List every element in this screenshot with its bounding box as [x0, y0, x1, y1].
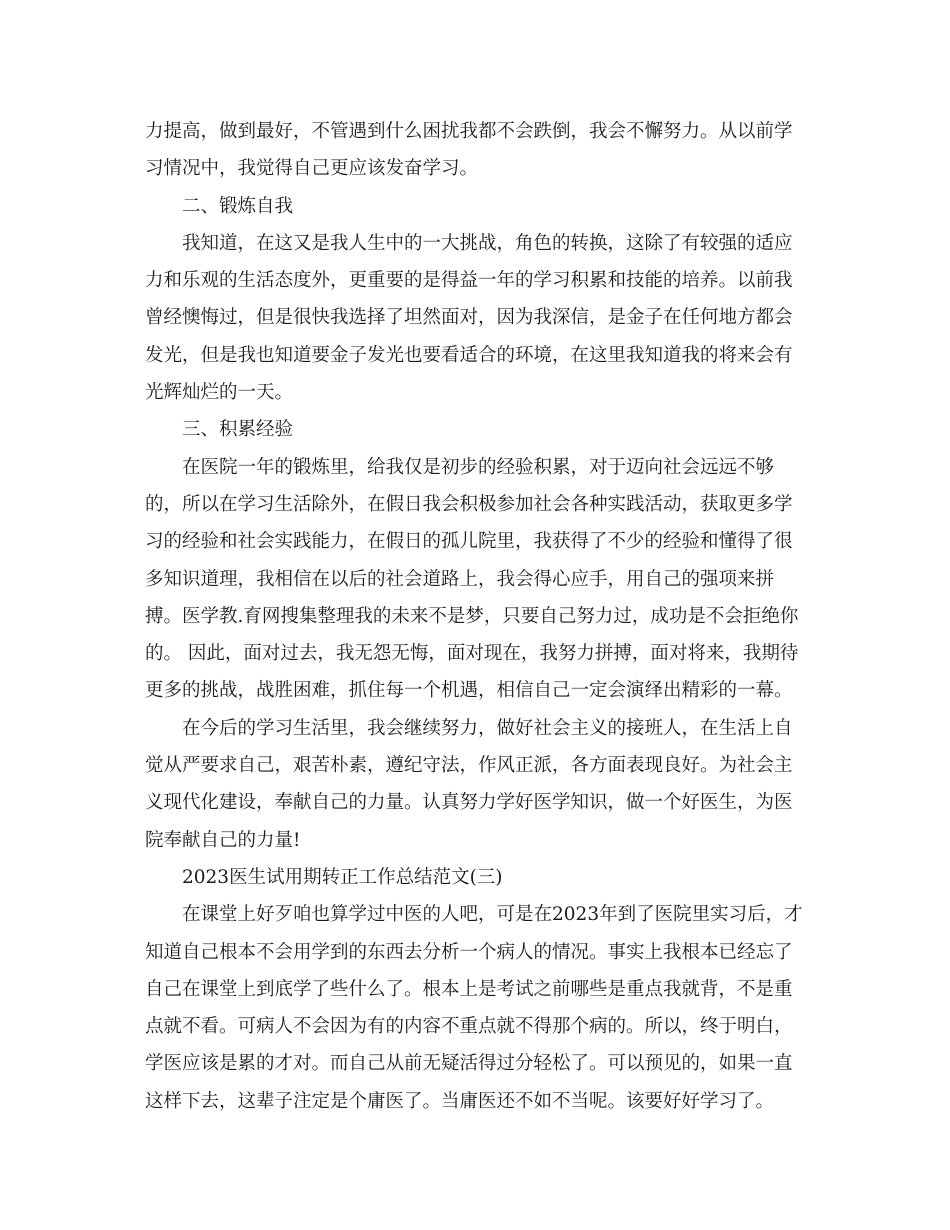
section-heading-experience: 三、积累经验	[182, 419, 294, 441]
paragraph-continuation: 力提高，做到最好，不管遇到什么困扰我都不会跌倒，我会不懈努力。从以前学习情况中，我觉得自己更应该发奋学习。	[145, 121, 793, 180]
paragraph-experience: 在医院一年的锻炼里，给我仅是初步的经验积累，对于迈向社会远远不够的，所以在学习生活除外，在假日我会积极参加社会各种实践活动，获取更多学习的经验和社会实践能力，在假日的孤儿院里，我获得了不少的经验和懂得了很多知识道理，我相信在以后的社会道路上，我会得心应手，用自己的强项来拼搏。医学教.育网搜集整理我的未来不是梦，只要自己努力过，成功是不会拒绝你的。 因此，面对过去，我无怨无悔，面对现在，我努力拼搏，面对将来，我期待更多的挑战，战胜困难，抓住每一个机遇，相信自己一定会演绎出精彩的一幕。	[145, 456, 799, 702]
paragraph-classroom: 在课堂上好歹咱也算学过中医的人吧，可是在2023年到了医院里实习后，才知道自己根本不会用学到的东西去分析一个病人的情况。事实上我根本已经忘了自己在课堂上到底学了些什么了。根本上是考试之前哪些是重点我就背，不是重点就不看。可病人不会因为有的内容不重点就不得那个病的。所以，终于明白，学医应该是累的才对。而自己从前无疑活得过分轻松了。可以预见的，如果一直这样下去，这辈子注定是个庸医了。当庸医还不如不当呢。该要好好学习了。	[145, 904, 803, 1112]
paragraph-future-study: 在今后的学习生活里，我会继续努力，做好社会主义的接班人，在生活上自觉从严要求自己，艰苦朴素，遵纪守法，作风正派，各方面表现良好。为社会主义现代化建设，奉献自己的力量。认真努力学好医学知识，做一个好医生，为医院奉献自己的力量!	[145, 717, 793, 851]
document-body	[145, 113, 805, 1120]
paragraph-self-training: 我知道，在这又是我人生中的一大挑战，角色的转换，这除了有较强的适应力和乐观的生活态度外，更重要的是得益一年的学习积累和技能的培养。以前我曾经懊悔过，但是很快我选择了坦然面对，因为我深信，是金子在任何地方都会发光，但是我也知道要金子发光也要看适合的环境，在这里我知道我的将来会有光辉灿烂的一天。	[145, 232, 793, 404]
section-heading-self-training: 二、锻炼自我	[182, 195, 294, 217]
article-title-part-three: 2023医生试用期转正工作总结范文(三)	[182, 866, 503, 888]
